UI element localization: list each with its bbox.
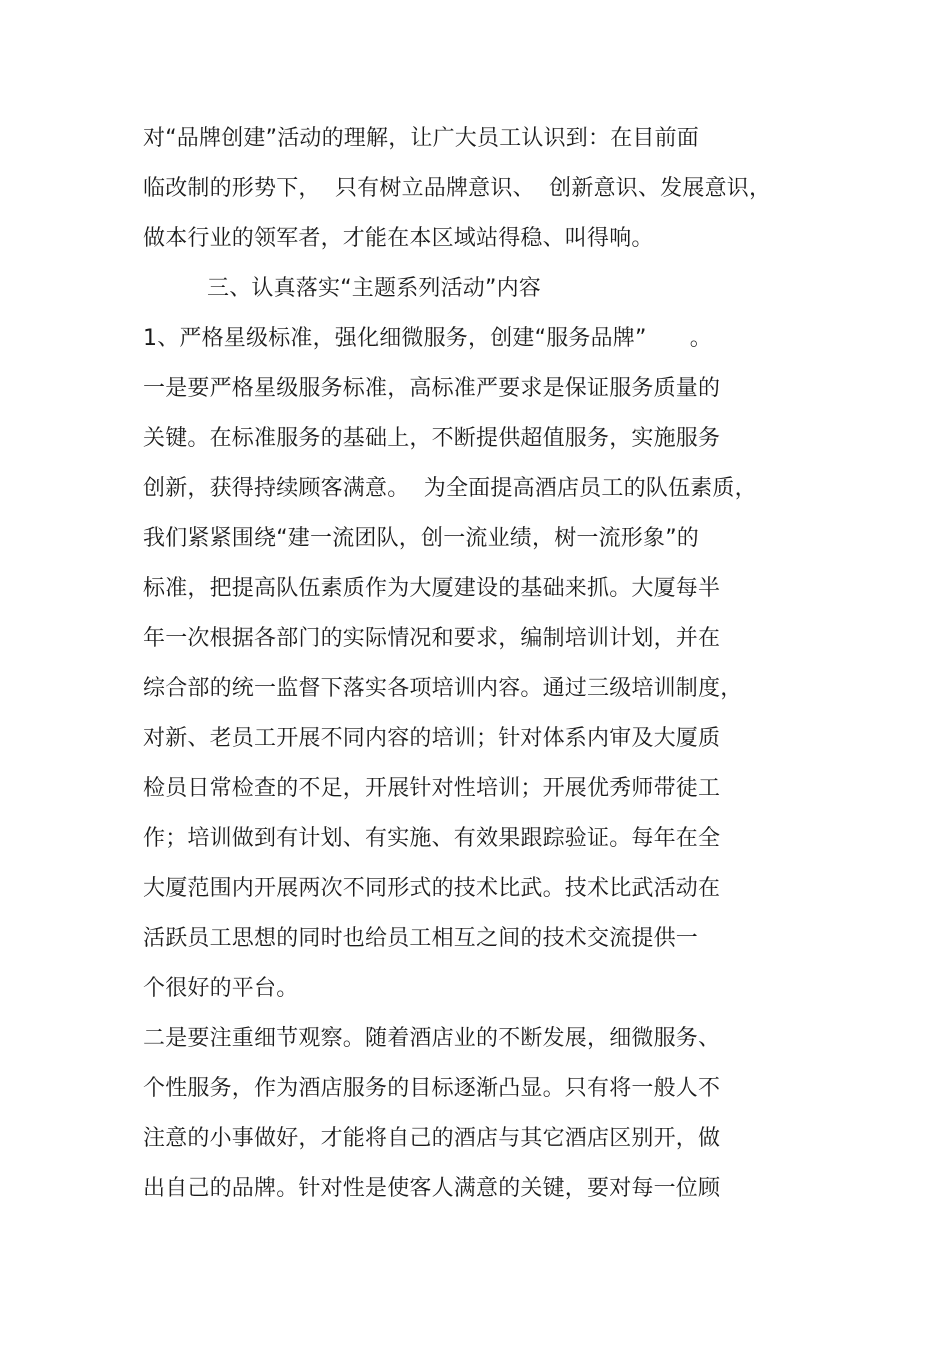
subsection-heading: 1、严格星级标准，强化细微服务，创建“服务品牌” 。 [143, 326, 712, 351]
text-line-15: 作；培训做到有计划、有实施、有效果跟踪验证。每年在全 [143, 826, 721, 851]
text-line-13: 对新、老员工开展不同内容的培训；针对体系内审及大厦质 [143, 726, 721, 751]
text-line-1: 对“品牌创建”活动的理解，让广大员工认识到：在目前面 [143, 126, 699, 151]
text-line-17: 活跃员工思想的同时也给员工相互之间的技术交流提供一 [143, 926, 699, 951]
text-line-7: 关键。在标准服务的基础上，不断提供超值服务，实施服务 [143, 426, 721, 451]
text-line-21: 注意的小事做好，才能将自己的酒店与其它酒店区别开，做 [143, 1126, 721, 1151]
text-line-12: 综合部的统一监督下落实各项培训内容。通过三级培训制度， [143, 676, 743, 701]
text-line-10: 标准，把提高队伍素质作为大厦建设的基础来抓。大厦每半 [143, 576, 721, 601]
text-line-3: 做本行业的领军者，才能在本区域站得稳、叫得响。 [143, 226, 654, 251]
text-line-6: 一是要严格星级服务标准，高标准严要求是保证服务质量的 [143, 376, 721, 401]
text-line-9: 我们紧紧围绕“建一流团队，创一流业绩，树一流形象”的 [143, 526, 699, 551]
text-line-22: 出自己的品牌。针对性是使客人满意的关键，要对每一位顾 [143, 1176, 721, 1201]
text-line-11: 年一次根据各部门的实际情况和要求，编制培训计划，并在 [143, 626, 721, 651]
text-line-8: 创新，获得持续顾客满意。 为全面提高酒店员工的队伍素质， [143, 476, 757, 501]
text-line-18: 个很好的平台。 [143, 976, 299, 1001]
text-line-19: 二是要注重细节观察。随着酒店业的不断发展，细微服务、 [143, 1026, 721, 1051]
text-line-20: 个性服务，作为酒店服务的目标逐渐凸显。只有将一般人不 [143, 1076, 721, 1101]
text-line-16: 大厦范围内开展两次不同形式的技术比武。技术比武活动在 [143, 876, 721, 901]
text-line-14: 检员日常检查的不足，开展针对性培训；开展优秀师带徒工 [143, 776, 721, 801]
section-heading: 三、认真落实“主题系列活动”内容 [207, 276, 541, 301]
text-line-2: 临改制的形势下， 只有树立品牌意识、 创新意识、发展意识， [143, 176, 772, 201]
